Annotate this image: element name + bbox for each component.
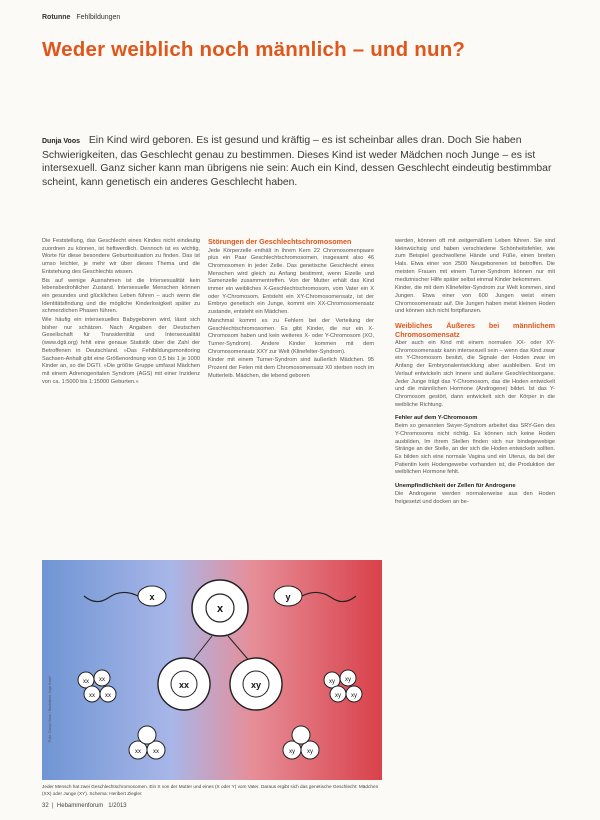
col3-heading-3: Unempfindlichkeit der Zellen für Androgene [395,483,516,490]
svg-text:xx: xx [83,679,89,685]
col3-paragraph-3: Aber auch ein Kind mit einem normalen XX- oder XY-Chromosomensatz kann intersexuell sein – wenn das Kind zwar ein Y-Chromosom besitzt, die Signale der Hoden zwar im Anfang der Embryonalentwicklung aber ausbleiben. Erst im Verlauf entwickeln sich innere und äußere Geschlechtsorgane. Jeder Junge trägt das Y-Chromosom, das die Hoden entwickelt und die männlichen Hormone (Androgene) bildet. Ist das Y-Chromosom gestört, dann entwickelt sich der Körper in die weibliche Richtung. [395,340,555,408]
sperm-x-label: x [149,592,155,602]
svg-text:xx: xx [153,749,159,755]
column-2 [208,238,374,381]
col1-paragraph-2: Bis auf wenige Ausnahmen ist die Intersexualität kein lebensbedrohlicher Zustand. Intersexuelle Menschen können ein gesundes und glückliches Leben führen – auch wenn die Identitätsfindung und die mögliche Kinderlosigkeit später zu schmerzlichen Phasen führen. [42,277,200,315]
chromosome-illustration [42,560,382,780]
cell-cluster-left [78,670,116,702]
sperm-y-label: y [285,592,291,602]
svg-text:xx: xx [89,693,95,699]
egg-chromosome-label: x [216,603,224,615]
author-name: Dunja Voos [42,138,80,145]
col2-paragraph-2: Manchmal kommt es zu Fehlern bei der Verteilung der Geschlechtschromosomen. Es gibt Kinder, die nur ein X-Chromosom haben und kein weiteres X- oder Y-Chromosom (XO, Turner-Syndrom). Andere Kinder kommen mit dem Chromosomensatz XXY zur Welt (Klinefelter-Syndrom). [208,317,374,355]
svg-text:xx: xx [135,749,141,755]
svg-text:xy: xy [335,693,341,699]
column-1 [42,238,200,387]
illustration-drawing [42,560,382,780]
header-rubric [42,14,120,21]
col3-paragraph-4: Beim so genannten Swyer-Syndrom arbeitet das SRY-Gen des Y-Chromosoms nicht richtig. Es können sich keine Hoden ausbilden, Im ihrem Stellen finden sich nur bindegewebige Stränge an der Stelle, an der sich die Hoden entwickeln sollten. Es bilden sich eine normale Vagina und ein Uterus, da bei der Patientin kein Hodengewebe vorhanden ist, die Produktion der weiblichen Hormone fehlt. [395,423,555,476]
col3-paragraph-1: werden, können oft mit zeitgemäßem Leben führen. Sie sind kleinwüchsig und haben verschiedene Schönheitsfehler, wie zum Beispiel geschwollene Hände und Füße, einen breiten Hals. Etwa einer von 2500 Neugeborenen ist betroffen. Die meisten Frauen mit einem Turner-Syndrom können nur mit medizinischer Hilfe später selbst einmal Kinder bekommen. [395,238,555,283]
col3-heading-1: Weibliches Äußeres bei männlichem Chromosomensatz [395,321,555,339]
zygote-xy-label: xy [250,680,262,690]
column-3 [395,238,555,507]
svg-text:xy: xy [307,749,313,755]
col1-paragraph-1: Die Feststellung, das Geschlecht eines Kindes nicht eindeutig zuordnen zu können, ist heftwerdlich. Dennoch ist es wichtig, Worte für diese besondere Geburtssituation zu finden. Das ist umso leichter, je mehr wir über dieses Thema und die Entstehung des Geschlechts wissen. [42,238,200,275]
zygote-xx-label: xx [178,680,190,690]
cell-cluster-bottom-left [129,726,165,759]
header-topic: Fehlbildungen [76,14,121,21]
svg-text:xy: xy [345,677,351,683]
svg-text:xy: xy [351,693,357,699]
magazine-name: Hebammenforum [56,803,104,809]
sperm-y-tail [302,592,356,601]
svg-text:xx: xx [105,693,111,699]
svg-text:xx: xx [99,677,105,683]
lead-text: Ein Kind wird geboren. Es ist gesund und kräftig – es ist scheinbar alles dran. Doch Sie haben Schwierigkeiten, das Geschlecht genau zu bestimmen. Dieses Kind ist weder Mädchen noch Junge – es ist intersexuell. Ganz sicher kann man übrigens nie sein: Auch ein Kind, dessen Geschlecht eindeutig bestimmbar scheint, kann genetisch ein anderes Geschlecht haben. [42,135,552,188]
sperm-x-tail [84,592,138,601]
cell-cluster-bottom-right [283,726,319,759]
figure-caption: Jeder Mensch hat zwei Geschlechtschromosomen. Ein X von der Mutter und eines (X oder Y) vom Vater. Daraus ergibt sich das genetische Geschlecht: Mädchen (XX) oder Junge (XY). Schema: Heribert Ziegler. [42,784,379,796]
page-footer: 32 | Hebammenforum 1/2013 [42,803,127,809]
col3-paragraph-2: Kinder, die mit dem Klinefelter-Syndrom zur Welt kommen, sind Jungen. Etwa einer von 600 Jungen weist einen Chromosomensatz auf. Die Jungen haben meist kleinen Hoden und können sich nicht fortpflanzen. [395,285,555,315]
issue-number: 1/2013 [108,803,127,809]
col2-heading-1: Störungen der Geschlechtschromosomen [208,237,352,246]
svg-text:xy: xy [329,679,335,685]
col2-paragraph-1: Jede Körperzelle enthält in ihrem Kern 22 Chromosomenpaare plus ein Paar Geschlechtschromosomen, insgesamt also 46 Chromosomen in jeder Zelle. Das genetische Geschlecht eines Menschen wird gleich zu Anfang bestimmt, wenn Eizelle und Samenzelle zusammentreffen. Von der Mutter erhält das Kind immer ein weibliches X-Geschlechtschromosom, vom Vater ein X oder Y-Chromosom. Entsteht ein XY-Chromosomensatz, ist der Embryo genetisch ein Junge, kommt ein XX-Chromosomensatz zustande, entsteht ein Mädchen. [208,247,374,316]
col3-paragraph-5: Die Androgene werden normalerweise aus den Hoden freigesetzt und docken an be- [395,490,555,505]
article-title: Weder weiblich noch männlich – und nun? [42,38,466,61]
col2-paragraph-3: Kinder mit einem Turner-Syndrom sind äußerlich Mädchen. 95 Prozent der Feten mit dem Chromosomensatz X0 sterben noch im Mutterleib. Mädchen, die lebend geboren [208,357,374,379]
col1-paragraph-3: Wie häufig ein intersexuelles Babygeboren wird, lässt sich bisher nur schätzen. Nach Angaben der Deutschen Gesellschaft für Transidentität und Intersexualität (www.dgti.org) fehlt eine genaue Statistik über die Zahl der Betroffenen in Deutschland. »Das Fehlbildungsmonitoring Sachsen-Anhalt gibt eine Größenordnung von 0,5 bis 1 je 1000 Kinder an, so die DGTI. »Die größte Gruppe umfasst Mädchen mit einem Adrenogenitalen Syndrom (AGS) mit einer Inzidenz von ca. 1:5000 bis 1:15000 Geburten.« [42,317,200,385]
article-lead [42,134,554,189]
header-section: Rotunne [42,14,71,21]
cell-cluster-right [324,670,362,702]
figure-credit: Foto: Dunja Voos / Illustration: Inga Israel [48,676,52,742]
page-number: 32 [42,803,49,809]
col3-heading-2: Fehler auf dem Y-Chromosom [395,415,478,422]
svg-text:xy: xy [289,749,295,755]
